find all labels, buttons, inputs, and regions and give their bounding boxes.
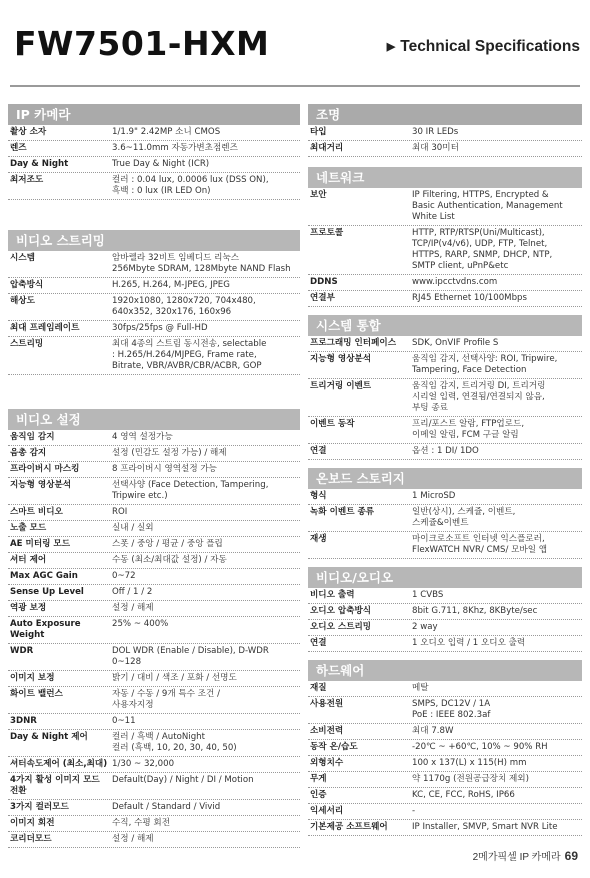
spec-value: 30 IR LEDs	[412, 127, 459, 137]
spec-label: 해상도	[10, 296, 35, 306]
section-gap	[308, 307, 582, 315]
spec-row	[308, 724, 582, 740]
spec-value: 컬러 : 0.04 lux, 0.0006 lux (DSS ON), 흑백 : 0 lux (IR LED On)	[112, 175, 269, 196]
spec-row	[8, 125, 300, 141]
spec-label: 재생	[310, 534, 327, 544]
spec-row	[308, 275, 582, 291]
spec-row	[308, 125, 582, 141]
spec-value: 밝기 / 대비 / 색조 / 포화 / 선명도	[112, 673, 237, 683]
spec-row	[8, 321, 300, 337]
spec-value: 0~11	[112, 716, 136, 726]
spec-row	[308, 352, 582, 379]
spec-row	[8, 601, 300, 617]
spec-value: Default / Standard / Vivid	[112, 802, 221, 812]
right-column	[308, 104, 582, 836]
section-heading: 하드웨어	[308, 660, 582, 681]
spec-label: 음총 감지	[10, 448, 47, 458]
spec-value: 최대 30미터	[412, 143, 459, 153]
section-heading: 비디오/오디오	[308, 567, 582, 588]
spec-row	[308, 141, 582, 157]
spec-value: ROI	[112, 507, 128, 517]
spec-section	[308, 167, 582, 307]
spec-label: 프라이버시 마스킹	[10, 464, 80, 474]
spec-label: 오디오 압축방식	[310, 606, 372, 616]
spec-label: 이벤트 동작	[310, 419, 355, 429]
spec-row	[308, 756, 582, 772]
spec-row	[308, 444, 582, 460]
spec-label: 압축방식	[10, 280, 44, 290]
spec-value: 8 프라이버시 영역설정 가능	[112, 464, 217, 474]
page-footer	[473, 848, 578, 863]
spec-label: 오디오 스트리밍	[310, 622, 372, 632]
spec-row	[8, 446, 300, 462]
spec-value: HTTP, RTP/RTSP(Uni/Multicast), TCP/IP(v4/v6), UDP, FTP, Telnet, HTTPS, RARP, SNMP, DHCP, NTP, SMTP client, uPnP&etc	[412, 228, 553, 271]
spec-row	[8, 800, 300, 816]
spec-value: 약 1170g (전원공급장치 제외)	[412, 774, 529, 784]
header-divider	[10, 85, 580, 87]
spec-label: 연결부	[310, 293, 335, 303]
spec-section	[8, 104, 300, 200]
section-heading: IP 카메라	[8, 104, 300, 125]
spec-row	[308, 820, 582, 836]
spec-label: 셔터 제어	[10, 555, 47, 565]
spec-value: 마이크로소프트 인터넷 익스플로러, FlexWATCH NVR/ CMS/ 모바일 앱	[412, 534, 548, 555]
spec-value: KC, CE, FCC, RoHS, IP66	[412, 790, 515, 800]
spec-section	[8, 230, 300, 375]
spec-row	[308, 489, 582, 505]
spec-label: 촬상 소자	[10, 127, 47, 137]
spec-section	[308, 468, 582, 559]
spec-value: 1 오디오 입력 / 1 오디오 출력	[412, 638, 526, 648]
page-number: 69	[564, 849, 578, 863]
left-column	[8, 104, 300, 848]
spec-label: WDR	[10, 646, 34, 656]
spec-value: Default(Day) / Night / DI / Motion	[112, 775, 254, 785]
spec-value: 3.6~11.0mm 자동가변초점렌즈	[112, 143, 238, 153]
spec-title-text: Technical Specifications	[400, 38, 580, 55]
spec-section	[308, 567, 582, 652]
spec-label: Day & Night	[10, 159, 69, 169]
spec-value: 프리/포스트 알람, FTP업로드, 이메일 알림, FCM 구글 알림	[412, 419, 525, 440]
spec-row	[8, 757, 300, 773]
spec-row	[8, 537, 300, 553]
spec-row	[8, 816, 300, 832]
spec-label: 3DNR	[10, 716, 37, 726]
spec-value: SMPS, DC12V / 1A PoE : IEEE 802.3af	[412, 699, 491, 720]
spec-row	[308, 740, 582, 756]
spec-label: 역광 보정	[10, 603, 47, 613]
spec-label: Day & Night 제어	[10, 732, 88, 742]
spec-label: 3가지 컬러모드	[10, 802, 69, 812]
spec-label: 인증	[310, 790, 327, 800]
spec-label: 프로그래밍 인터페이스	[310, 338, 397, 348]
spec-value: 스폿 / 중앙 / 평균 / 중앙 플립	[112, 539, 223, 549]
spec-row	[8, 730, 300, 757]
spec-label: 녹화 이벤트 종류	[310, 507, 375, 517]
spec-label: Auto Exposure Weight	[10, 619, 81, 640]
spec-row	[8, 337, 300, 375]
spec-value: IP Installer, SMVP, Smart NVR Lite	[412, 822, 558, 832]
spec-label: 타입	[310, 127, 327, 137]
spec-label: AE 미터링 모드	[10, 539, 71, 549]
spec-value: 옵션 : 1 DI/ 1DO	[412, 446, 479, 456]
spec-row	[308, 336, 582, 352]
spec-row	[308, 620, 582, 636]
spec-row	[308, 417, 582, 444]
spec-value: 움직임 감지, 선택사양: ROI, Tripwire, Tampering, Face Detection	[412, 354, 558, 375]
spec-row	[308, 681, 582, 697]
spec-label: DDNS	[310, 277, 338, 287]
spec-row	[8, 157, 300, 173]
spec-value: 움직임 감지, 트리거링 DI, 트리거링 시리얼 입력, 연결됨/연결되지 않음, 부팅 종료	[412, 381, 546, 413]
spec-row	[8, 251, 300, 278]
spec-row	[8, 714, 300, 730]
spec-row	[308, 291, 582, 307]
spec-label: 재질	[310, 683, 327, 693]
spec-row	[308, 636, 582, 652]
section-gap	[308, 559, 582, 567]
spec-value: 최대 7.8W	[412, 726, 454, 736]
spec-section	[308, 660, 582, 836]
spec-label: 화이트 밸런스	[10, 689, 63, 699]
spec-value: 일반(상시), 스케쥴, 이벤트, 스케쥴&이벤트	[412, 507, 516, 528]
spec-value: 30fps/25fps @ Full-HD	[112, 323, 208, 333]
spec-label: 익세서리	[310, 806, 344, 816]
spec-row	[308, 804, 582, 820]
spec-value: 100 x 137(L) x 115(H) mm	[412, 758, 527, 768]
spec-value: -	[412, 806, 416, 816]
spec-row	[308, 588, 582, 604]
spec-row	[308, 532, 582, 559]
spec-row	[8, 430, 300, 446]
spec-row	[8, 141, 300, 157]
spec-row	[8, 671, 300, 687]
spec-row	[8, 569, 300, 585]
spec-section	[308, 315, 582, 460]
spec-value: RJ45 Ethernet 10/100Mbps	[412, 293, 527, 303]
spec-row	[8, 294, 300, 321]
spec-label: 4가지 활성 이미지 모드 전환	[10, 775, 100, 796]
spec-value: 최대 4종의 스트림 동시전송, selectable : H.265/H.264/MJPEG, Frame rate, Bitrate, VBR/AVBR/CBR/ACBR, GOP	[112, 339, 267, 371]
spec-label: 프로토콜	[310, 228, 344, 238]
spec-row	[308, 772, 582, 788]
spec-label: 소비전력	[310, 726, 344, 736]
spec-row	[308, 379, 582, 417]
spec-value: 1920x1080, 1280x720, 704x480, 640x352, 320x176, 160x96	[112, 296, 256, 317]
spec-value: 1/1.9" 2.42MP 소니 CMOS	[112, 127, 221, 137]
spec-row	[8, 173, 300, 200]
spec-row	[8, 832, 300, 848]
spec-value: 25% ~ 400%	[112, 619, 169, 629]
spec-value: 수직, 수평 회전	[112, 818, 171, 828]
spec-value: 설정 (민감도 설정 가능) / 해제	[112, 448, 227, 458]
spec-label: 사용전원	[310, 699, 344, 709]
section-gap	[308, 652, 582, 660]
spec-label: Max AGC Gain	[10, 571, 78, 581]
spec-label: 노출 모드	[10, 523, 47, 533]
spec-value: 수동 (최소/최대값 설정) / 자동	[112, 555, 227, 565]
section-heading: 네트워크	[308, 167, 582, 188]
spec-section	[308, 104, 582, 157]
spec-row	[308, 505, 582, 532]
spec-row	[8, 687, 300, 714]
spec-row	[8, 617, 300, 644]
spec-row	[8, 644, 300, 671]
section-heading: 비디오 설정	[8, 409, 300, 430]
spec-value: Off / 1 / 2	[112, 587, 153, 597]
spec-value: 1/30 ~ 32,000	[112, 759, 175, 769]
spec-label: 무게	[310, 774, 327, 784]
page-header	[0, 0, 590, 90]
section-gap	[308, 460, 582, 468]
spec-label: 최저조도	[10, 175, 44, 185]
triangle-right-icon: ▶	[386, 41, 396, 53]
spec-label: 이미지 회전	[10, 818, 55, 828]
section-heading: 시스템 통합	[308, 315, 582, 336]
spec-row	[8, 553, 300, 569]
spec-value: 선택사양 (Face Detection, Tampering, Tripwire etc.)	[112, 480, 269, 501]
spec-value: -20℃ ~ +60℃, 10% ~ 90% RH	[412, 742, 548, 752]
spec-row	[308, 697, 582, 724]
section-gap	[308, 157, 582, 167]
spec-row	[308, 188, 582, 226]
spec-row	[8, 585, 300, 601]
spec-row	[308, 788, 582, 804]
spec-row	[8, 478, 300, 505]
spec-value: 1 CVBS	[412, 590, 444, 600]
spec-label: 시스템	[10, 253, 35, 263]
spec-label: 지능형 영상분석	[10, 480, 72, 490]
spec-value: 8bit G.711, 8Khz, 8KByte/sec	[412, 606, 538, 616]
section-heading: 조명	[308, 104, 582, 125]
spec-label: 외형치수	[310, 758, 344, 768]
spec-label: 스트리밍	[10, 339, 44, 349]
spec-value: 0~72	[112, 571, 136, 581]
spec-label: 트리거링 이벤트	[310, 381, 372, 391]
spec-value: SDK, OnVIF Profile S	[412, 338, 499, 348]
footer-caption: 2메가픽셀 IP 카메라	[472, 852, 561, 863]
spec-label: 지능형 영상분석	[310, 354, 372, 364]
spec-label: 동작 온/습도	[310, 742, 358, 752]
spec-value: IP Filtering, HTTPS, Encrypted & Basic Authentication, Management White List	[412, 190, 563, 222]
spec-label: 형식	[310, 491, 327, 501]
spec-value: 설정 / 해제	[112, 834, 154, 844]
spec-value: 실내 / 실외	[112, 523, 154, 533]
spec-value: 2 way	[412, 622, 438, 632]
spec-title	[387, 38, 580, 56]
spec-value: www.ipcctvdns.com	[412, 277, 498, 287]
spec-label: 기본제공 소프트웨어	[310, 822, 388, 832]
spec-value: 암바렐라 32비트 임베디드 리눅스 256Mbyte SDRAM, 128Mbyte NAND Flash	[112, 253, 291, 274]
spec-value: 1 MicroSD	[412, 491, 456, 501]
spec-label: 최대 프레임레이트	[10, 323, 80, 333]
section-gap	[8, 200, 300, 230]
spec-section	[8, 409, 300, 848]
section-heading: 온보드 스토리지	[308, 468, 582, 489]
spec-label: 연결	[310, 638, 327, 648]
spec-row	[8, 773, 300, 800]
spec-label: 렌즈	[10, 143, 27, 153]
section-gap	[8, 375, 300, 409]
spec-label: 이미지 보정	[10, 673, 55, 683]
spec-value: 메탈	[412, 683, 429, 693]
spec-label: 코리더모드	[10, 834, 52, 844]
spec-label: 비디오 출력	[310, 590, 355, 600]
model-title: FW7501-HXM	[14, 24, 270, 63]
spec-label: 셔터속도제어 (최소,최대)	[10, 759, 108, 769]
section-heading: 비디오 스트리밍	[8, 230, 300, 251]
spec-value: H.265, H.264, M-JPEG, JPEG	[112, 280, 230, 290]
spec-label: 움직임 감지	[10, 432, 55, 442]
spec-value: 자동 / 수동 / 9개 특수 조건 / 사용자지정	[112, 689, 220, 710]
spec-value: 4 영역 설정가능	[112, 432, 173, 442]
spec-label: 스마트 비디오	[10, 507, 63, 517]
spec-value: 컬러 / 흑백 / AutoNight 컬러 (흑백, 10, 20, 30, 40, 50)	[112, 732, 237, 753]
spec-row	[8, 462, 300, 478]
spec-row	[8, 505, 300, 521]
spec-label: 연결	[310, 446, 327, 456]
spec-row	[308, 226, 582, 275]
spec-label: 보안	[310, 190, 327, 200]
spec-value: True Day & Night (ICR)	[112, 159, 210, 169]
spec-value: DOL WDR (Enable / Disable), D-WDR 0~128	[112, 646, 269, 667]
spec-row	[8, 278, 300, 294]
spec-row	[308, 604, 582, 620]
spec-value: 설정 / 해제	[112, 603, 154, 613]
spec-label: Sense Up Level	[10, 587, 84, 597]
spec-label: 최대거리	[310, 143, 344, 153]
spec-row	[8, 521, 300, 537]
